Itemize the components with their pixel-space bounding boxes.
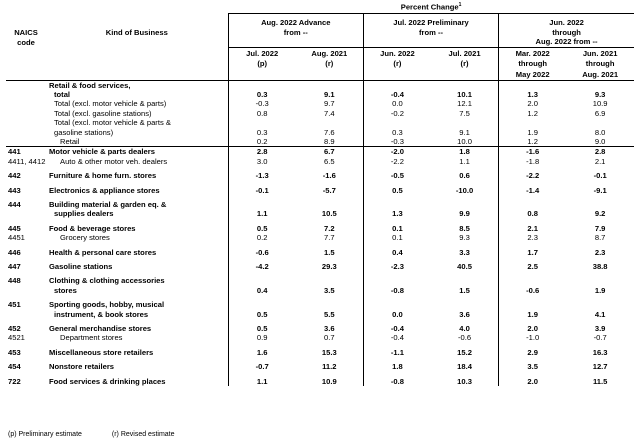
- kind-of-business: Electronics & appliance stores: [49, 185, 160, 195]
- percent-value: 2.9: [499, 348, 567, 357]
- percent-value: 0.1: [363, 224, 431, 233]
- table-row: [6, 348, 634, 357]
- percent-value: [363, 200, 431, 209]
- percent-value: 3.3: [459, 247, 470, 257]
- naics-code: 722: [8, 376, 21, 386]
- percent-value: -0.5: [363, 171, 431, 180]
- percent-value: 15.2: [457, 347, 472, 357]
- percent-value: -0.4: [363, 324, 431, 333]
- naics-code: [6, 128, 46, 137]
- percent-value: 0.5: [228, 310, 296, 319]
- col-header-4-l1: Jul. 2021: [448, 48, 481, 58]
- naics-code: 454: [8, 362, 21, 372]
- percent-value: 7.6: [324, 127, 335, 137]
- percent-value: 5.5: [324, 309, 335, 319]
- percent-value: 0.7: [324, 333, 335, 343]
- percent-value: 9.3: [594, 89, 606, 99]
- table-footnotes: [8, 431, 203, 438]
- percent-value: 0.0: [363, 310, 431, 319]
- kind-of-business: Retail: [60, 136, 80, 146]
- table-row: [6, 80, 634, 90]
- percent-value: 29.3: [321, 262, 337, 271]
- kind-of-business: Motor vehicle & parts dealers: [46, 147, 228, 157]
- percent-value: 2.1: [594, 156, 606, 166]
- group-3month-line2: through: [499, 27, 634, 37]
- table-row: [6, 324, 634, 333]
- percent-value: 9.3: [459, 233, 470, 243]
- percent-value: 2.0: [499, 99, 567, 108]
- percent-change-table: [6, 0, 634, 386]
- percent-value: 3.5: [499, 362, 567, 371]
- percent-value: 11.5: [592, 376, 608, 386]
- group-3month-line1: Jun. 2022: [499, 13, 634, 27]
- percent-value: -1.4: [499, 186, 567, 195]
- table-row: [6, 118, 634, 127]
- percent-value: 1.8: [363, 362, 431, 371]
- percent-value: 10.9: [321, 376, 337, 386]
- percent-value: [296, 118, 364, 127]
- percent-value: -0.8: [363, 286, 431, 295]
- percent-value: [566, 118, 634, 127]
- group-preliminary-line1: Jul. 2022 Preliminary: [363, 13, 498, 27]
- naics-code: [6, 109, 46, 118]
- percent-value: 9.7: [324, 99, 335, 109]
- percent-value: 1.9: [594, 285, 606, 295]
- table-row: [6, 186, 634, 195]
- percent-value: -0.2: [363, 109, 431, 118]
- group-preliminary-line2: from --: [363, 27, 498, 37]
- percent-value: 2.1: [499, 224, 567, 233]
- kind-of-business: Sporting goods, hobby, musical: [49, 300, 165, 310]
- naics-code: 443: [8, 185, 21, 195]
- col-header-4-l2: (r): [460, 58, 469, 68]
- naics-code: [6, 137, 46, 147]
- naics-code: [6, 310, 46, 319]
- percent-value: [499, 276, 567, 285]
- percent-value: 0.0: [363, 99, 431, 108]
- percent-value: -9.1: [593, 185, 607, 195]
- percent-value: 1.8: [431, 147, 499, 157]
- table-row: [6, 310, 634, 319]
- percent-value: 10.0: [457, 136, 472, 146]
- percent-value: [296, 200, 364, 209]
- naics-code: 4521: [8, 333, 25, 343]
- kind-of-business: total: [54, 89, 71, 99]
- naics-code: 442: [8, 171, 21, 181]
- percent-value: -1.6: [322, 171, 336, 181]
- percent-value: 6.5: [324, 156, 335, 166]
- percent-value: 0.2: [228, 137, 296, 147]
- percent-value: 8.9: [324, 136, 335, 146]
- naics-code: 4411, 4412: [8, 156, 46, 166]
- kind-of-business: Retail & food services,: [46, 80, 228, 90]
- naics-header-line2: code: [17, 37, 35, 47]
- percent-value: 3.5: [324, 285, 335, 295]
- percent-value: 0.5: [363, 186, 431, 195]
- table-row: [6, 362, 634, 371]
- percent-value: 0.3: [228, 90, 296, 99]
- naics-code: [6, 90, 46, 99]
- percent-value: 2.0: [499, 377, 567, 386]
- percent-value: 12.1: [457, 99, 472, 109]
- percent-value: 1.1: [459, 156, 470, 166]
- table-row: [6, 157, 634, 166]
- percent-value: -2.2: [499, 171, 567, 180]
- col-header-3-l2: (r): [363, 58, 431, 68]
- percent-value: [228, 300, 296, 309]
- table-row: [6, 276, 634, 285]
- naics-code: 445: [8, 223, 21, 233]
- col-header-4-l3: [431, 68, 499, 80]
- table-row: [6, 300, 634, 309]
- percent-value: [228, 118, 296, 127]
- percent-value: [228, 276, 296, 285]
- revised-note: (r) Revised estimate: [111, 431, 175, 438]
- percent-value: [499, 300, 567, 309]
- group-advance-line1: Aug. 2022 Advance: [228, 13, 363, 27]
- table-row: [6, 377, 634, 386]
- percent-value: [228, 200, 296, 209]
- kind-of-business: Clothing & clothing accessories: [49, 276, 165, 286]
- kind-of-business: Nonstore retailers: [49, 362, 115, 372]
- percent-value: 1.9: [499, 310, 567, 319]
- col-header-6-l1: Jun. 2021: [582, 48, 618, 58]
- table-row: [6, 99, 634, 108]
- kind-of-business: General merchandise stores: [49, 324, 152, 334]
- kind-of-business: Department stores: [60, 333, 123, 343]
- col-header-6-l2: through: [585, 58, 615, 68]
- percent-value: 8.5: [459, 223, 470, 233]
- percent-value: 1.5: [459, 285, 470, 295]
- percent-value: -2.2: [363, 157, 431, 166]
- percent-value: 8.7: [594, 233, 606, 243]
- kind-of-business: Total (excl. gasoline stations): [54, 108, 152, 118]
- percent-value: -10.0: [455, 185, 474, 195]
- kind-of-business: Health & personal care stores: [49, 247, 157, 257]
- percent-value: 2.0: [499, 324, 567, 333]
- table-header: [6, 0, 634, 80]
- percent-value: [431, 276, 499, 285]
- percent-value: 0.6: [459, 171, 470, 181]
- table-row: [6, 233, 634, 242]
- kind-of-business: stores: [54, 285, 77, 295]
- percent-value: -1.6: [499, 147, 567, 157]
- kind-of-business: supplies dealers: [54, 209, 114, 219]
- table-row: [6, 137, 634, 147]
- percent-value: [228, 80, 296, 90]
- percent-value: -0.8: [363, 377, 431, 386]
- percent-value: 4.1: [594, 309, 606, 319]
- naics-code: 441: [6, 147, 46, 157]
- percent-value: -0.6: [458, 333, 472, 343]
- percent-value: [296, 276, 364, 285]
- percent-value: 3.9: [594, 324, 606, 334]
- percent-value: 3.6: [324, 324, 335, 334]
- percent-value: 3.0: [228, 157, 296, 166]
- kind-of-business: Miscellaneous store retailers: [49, 347, 154, 357]
- col-header-3-l1: Jun. 2022: [363, 47, 431, 58]
- percent-value: 10.3: [457, 376, 472, 386]
- percent-value: 9.2: [594, 209, 606, 219]
- percent-value: 1.9: [499, 128, 567, 137]
- table-body: [6, 80, 634, 386]
- kind-of-business-header: Kind of Business: [105, 27, 168, 37]
- percent-value: [296, 300, 364, 309]
- percent-value: 1.1: [228, 209, 296, 218]
- percent-value: 10.5: [321, 209, 337, 219]
- kind-of-business: Grocery stores: [60, 233, 110, 243]
- col-header-2-l2: (r): [325, 58, 334, 68]
- percent-value: 0.3: [363, 128, 431, 137]
- percent-value: 8.0: [594, 127, 606, 137]
- percent-value: -0.1: [593, 171, 607, 181]
- percent-value: [431, 118, 499, 127]
- kind-of-business: Gasoline stations: [49, 262, 113, 271]
- percent-value: [363, 118, 431, 127]
- percent-value: [431, 300, 499, 309]
- table-row: [6, 200, 634, 209]
- table-row: [6, 248, 634, 257]
- table-row: [6, 90, 634, 99]
- percent-value: 11.2: [322, 362, 337, 372]
- percent-value: 0.8: [499, 209, 567, 218]
- percent-value: 0.3: [228, 128, 296, 137]
- percent-value: 2.8: [228, 147, 296, 157]
- naics-code: 452: [8, 324, 21, 334]
- naics-code: 444: [8, 199, 21, 209]
- percent-value: [566, 80, 634, 90]
- percent-value: [363, 80, 431, 90]
- col-header-3-l3: [363, 68, 431, 80]
- percent-value: 1.1: [228, 377, 296, 386]
- percent-value: 1.3: [499, 90, 567, 99]
- naics-code: 451: [8, 300, 21, 310]
- naics-code: 4451: [8, 233, 25, 243]
- percent-value: -0.7: [228, 362, 296, 371]
- percent-value: 0.5: [228, 224, 296, 233]
- table-row: [6, 333, 634, 342]
- col-header-1-l3: [228, 68, 296, 80]
- group-advance-line2: from --: [228, 27, 363, 37]
- col-header-6-l3: Aug. 2021: [566, 68, 634, 80]
- percent-value: -0.6: [499, 286, 567, 295]
- percent-value: 1.5: [324, 247, 335, 257]
- percent-value: 10.1: [457, 89, 472, 99]
- percent-value: 0.4: [228, 286, 296, 295]
- percent-change-heading: Percent Change$^1$: [228, 0, 634, 13]
- percent-value: 1.6: [228, 348, 296, 357]
- percent-value: -0.3: [228, 99, 296, 108]
- col-header-5-l1: Mar. 2022: [499, 47, 567, 58]
- naics-code: [6, 286, 46, 295]
- percent-value: 7.7: [324, 233, 335, 243]
- kind-of-business: Auto & other motor veh. dealers: [60, 156, 168, 166]
- percent-value: 9.0: [594, 136, 606, 146]
- naics-code: 448: [8, 276, 21, 286]
- percent-value: 6.9: [594, 108, 606, 118]
- percent-value: -0.7: [593, 333, 607, 343]
- percent-value: -0.1: [228, 186, 296, 195]
- percent-value: 1.2: [499, 109, 567, 118]
- percent-value: -2.3: [363, 262, 431, 271]
- table-row: [6, 262, 634, 271]
- percent-value: 0.2: [228, 233, 296, 242]
- percent-value: 0.9: [228, 333, 296, 342]
- table-row: [6, 286, 634, 295]
- naics-code: [6, 209, 46, 218]
- col-header-2-l3: [296, 68, 364, 80]
- percent-value: 38.8: [592, 262, 608, 271]
- table-row: [6, 171, 634, 180]
- percent-value: -1.3: [228, 171, 296, 180]
- percent-value: -0.3: [363, 137, 431, 147]
- percent-value: -1.0: [499, 333, 567, 342]
- percent-value: [566, 276, 634, 285]
- percent-value: 15.3: [321, 347, 337, 357]
- naics-code: 453: [8, 347, 21, 357]
- percent-value: [566, 200, 634, 209]
- kind-of-business: Total (excl. motor vehicle & parts): [54, 99, 167, 109]
- percent-value: 2.3: [499, 233, 567, 242]
- percent-value: 7.9: [594, 223, 606, 233]
- table-row: [6, 209, 634, 218]
- table-row: [6, 128, 634, 137]
- preliminary-note: (p) Preliminary estimate: [8, 431, 82, 438]
- col-header-1-l2: (p): [228, 58, 296, 68]
- kind-of-business: gasoline stations): [54, 127, 114, 137]
- col-header-5-l2: through: [499, 58, 567, 68]
- percent-value: -1.1: [363, 348, 431, 357]
- percent-value: [431, 80, 499, 90]
- percent-value: [499, 118, 567, 127]
- percent-value: 0.8: [228, 109, 296, 118]
- percent-value: 7.5: [459, 108, 470, 118]
- col-header-5-l3: May 2022: [499, 68, 567, 80]
- percent-value: 0.4: [363, 248, 431, 257]
- naics-code: [6, 118, 46, 127]
- percent-value: 10.9: [592, 99, 608, 109]
- table-row: [6, 109, 634, 118]
- naics-header-line1: NAICS: [14, 27, 38, 37]
- col-header-2-l1: Aug. 2021: [311, 48, 348, 58]
- percent-value: 2.3: [594, 247, 606, 257]
- table-row: [6, 147, 634, 157]
- percent-value: [363, 276, 431, 285]
- percent-value: [363, 300, 431, 309]
- kind-of-business: instrument, & book stores: [54, 309, 149, 319]
- group-3month-line3: Aug. 2022 from --: [499, 37, 634, 47]
- percent-value: -2.0: [363, 147, 431, 157]
- percent-value: -0.4: [363, 90, 431, 99]
- naics-code: 446: [8, 247, 21, 257]
- percent-value: 3.6: [459, 309, 470, 319]
- percent-value: 0.5: [228, 324, 296, 333]
- percent-value: 1.7: [499, 248, 567, 257]
- kind-of-business: Building material & garden eq. &: [49, 199, 167, 209]
- naics-code: [6, 99, 46, 108]
- percent-value: -0.6: [228, 248, 296, 257]
- percent-value: 9.1: [459, 127, 470, 137]
- kind-of-business: Furniture & home furn. stores: [49, 171, 157, 181]
- percent-value: 0.1: [363, 233, 431, 242]
- percent-value: 4.0: [459, 324, 470, 334]
- kind-of-business: Food & beverage stores: [49, 223, 136, 233]
- percent-value: [296, 80, 364, 90]
- percent-value: 9.1: [324, 89, 335, 99]
- percent-value: 2.8: [566, 147, 634, 157]
- percent-value: -5.7: [322, 185, 336, 195]
- percent-value: -1.8: [499, 157, 567, 166]
- percent-value: [499, 200, 567, 209]
- naics-code: [6, 80, 46, 90]
- col-header-1-l1: Jul. 2022: [228, 47, 296, 58]
- percent-value: 7.2: [324, 223, 335, 233]
- percent-value: 40.5: [457, 262, 472, 271]
- percent-value: 12.7: [592, 362, 608, 372]
- kind-of-business: Total (excl. motor vehicle & parts &: [54, 118, 171, 128]
- naics-code: 447: [8, 262, 21, 271]
- percent-value: 18.4: [457, 362, 472, 372]
- percent-value: 1.3: [363, 209, 431, 218]
- percent-value: 2.5: [499, 262, 567, 271]
- percent-value: 16.3: [592, 347, 608, 357]
- percent-value: [499, 80, 567, 90]
- percent-value: 7.4: [324, 108, 335, 118]
- percent-value: [431, 200, 499, 209]
- kind-of-business: Food services & drinking places: [49, 376, 166, 386]
- percent-value: 1.2: [499, 137, 567, 147]
- percent-value: -4.2: [228, 262, 296, 271]
- table-row: [6, 224, 634, 233]
- percent-value: 9.9: [459, 209, 470, 219]
- percent-value: [566, 300, 634, 309]
- percent-value: -0.4: [363, 333, 431, 342]
- percent-value: 6.7: [296, 147, 364, 157]
